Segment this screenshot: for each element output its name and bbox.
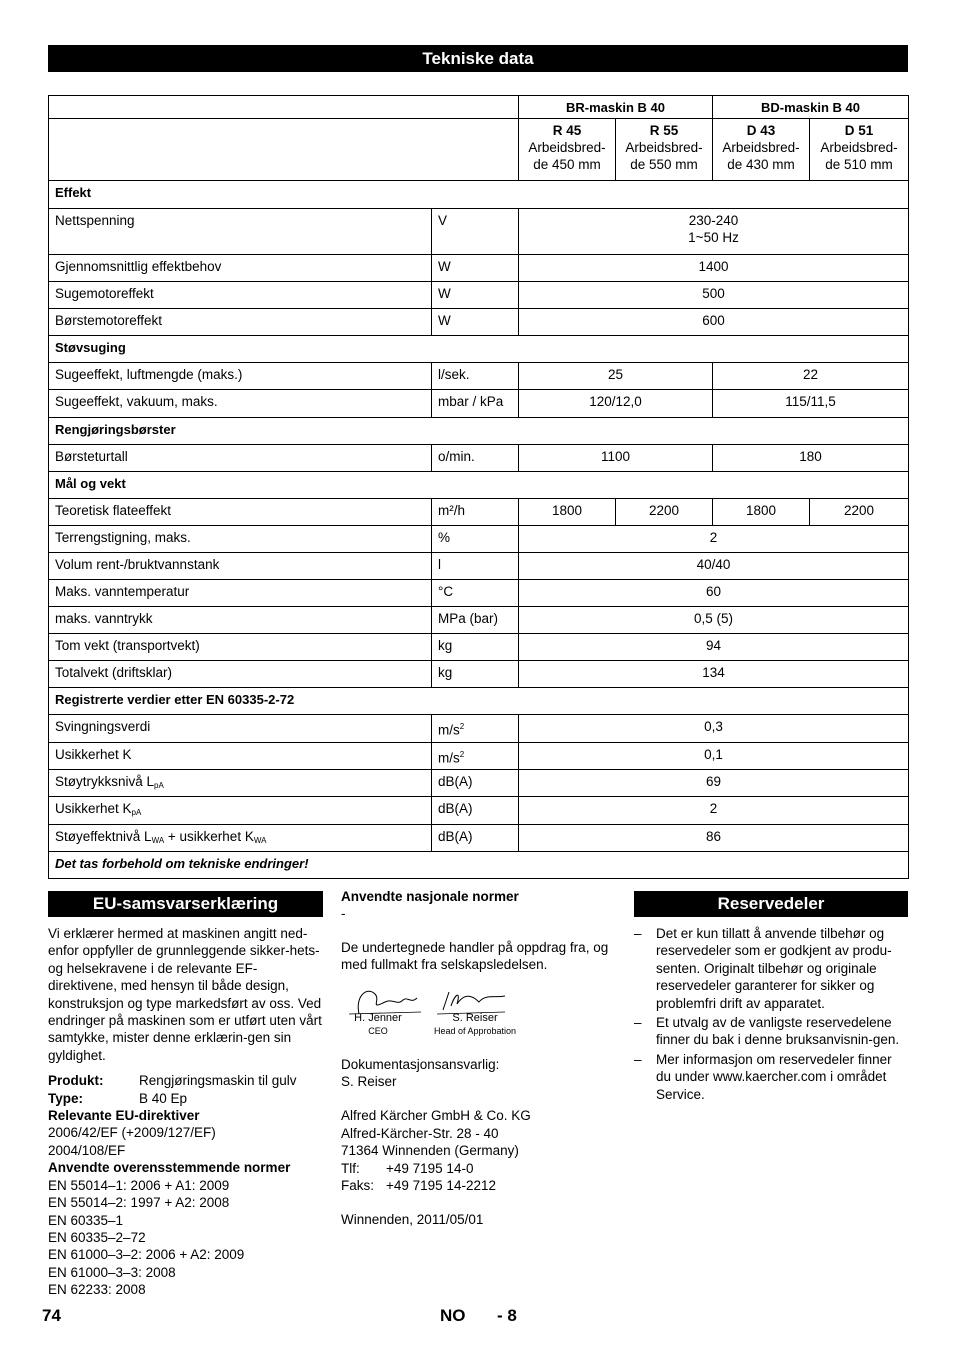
value-cell: 230-240 1~50 Hz bbox=[519, 209, 909, 255]
section-row: Støvsuging bbox=[49, 336, 909, 363]
section-row: Registrerte verdier etter EN 60335-2-72 bbox=[49, 688, 909, 715]
section-title-tekniske-data: Tekniske data bbox=[48, 45, 908, 72]
list-item: – Det er kun tillatt å anvende tilbehør og reservedeler som er godkjent av produ-senten. Originalt tilbehør og originale reservedeler garanterer for sikker og problemfri drift av apparatet. bbox=[634, 925, 908, 1012]
undertegnede-text: De undertegnede handler på oppdrag fra, og med fullmakt fra selskapsledelsen. bbox=[341, 939, 609, 973]
section-page-number: - 8 bbox=[497, 1306, 517, 1325]
list-item: 2004/108/EF bbox=[48, 1142, 126, 1158]
page-number: 74 bbox=[42, 1306, 61, 1325]
table-row bbox=[49, 119, 909, 181]
table-row: Sugemotoreffekt W 500 bbox=[49, 282, 909, 309]
signatures bbox=[341, 984, 616, 1054]
signatory-jenner: H. Jenner CEO bbox=[354, 1011, 402, 1036]
table-row: Børstemotoreffekt W 600 bbox=[49, 309, 909, 336]
nasjonale-value: - bbox=[341, 906, 346, 922]
reservedeler-list bbox=[634, 925, 908, 1103]
list-item: – Mer informasjon om reservedeler finner du under www.kaercher.com i området Service. bbox=[634, 1051, 908, 1103]
type-line: Type: B 40 Ep bbox=[48, 1090, 188, 1106]
dok-label: Dokumentasjonsansvarlig: bbox=[341, 1056, 500, 1072]
list-item: EN 55014–1: 2006 + A1: 2009 bbox=[48, 1177, 230, 1193]
table-row: Gjennomsnittlig effektbehov W 1400 bbox=[49, 255, 909, 282]
note-row: Det tas forbehold om tekniske endringer! bbox=[49, 852, 909, 879]
table-row: Støyeffektnivå $L_{WA}$ + usikkerhet $K_{WA}$ dB(A) 86 bbox=[49, 825, 909, 852]
table-row: Børsteturtall o/min. 1100 180 bbox=[49, 445, 909, 472]
signatory-reiser: S. Reiser Head of Approbation bbox=[433, 1011, 517, 1036]
list-item: EN 55014–2: 1997 + A2: 2008 bbox=[48, 1195, 230, 1211]
model-header-r55: R 55 Arbeidsbred- de 550 mm bbox=[616, 119, 713, 181]
table-row: Støytrykksnivå $L_{pA}$ dB(A) 69 bbox=[49, 770, 909, 797]
table-cell-empty bbox=[49, 119, 519, 181]
reservedeler-column bbox=[634, 888, 908, 1105]
eu-body-text: Vi erklærer hermed at maskinen angitt ned-enfor oppfyller de grunnleggende sikker-hets- og helsekravene i de relevante EF-direktivene, med hensyn til både design, konstruksjon og type markedsført av oss. Ved endringer på maskinen som er utført uten vårt samtykke, mister denne erklærin-gen sin gyldighet. bbox=[48, 926, 322, 1063]
table-row: Nettspenning V 230-240 1~50 Hz bbox=[49, 209, 909, 255]
table-row: Teoretisk flateeffekt m²/h 1800 2200 1800 2200 bbox=[49, 499, 909, 526]
model-header-r45: R 45 Arbeidsbred- de 450 mm bbox=[519, 119, 616, 181]
list-item: EN 61000–3–2: 2006 + A2: 2009 bbox=[48, 1247, 245, 1263]
direktiver-heading: Relevante EU-direktiver bbox=[48, 1108, 200, 1124]
group-header-br: BR-maskin B 40 bbox=[519, 96, 713, 119]
list-item: EN 60335–2–72 bbox=[48, 1229, 146, 1245]
model-header-d43: D 43 Arbeidsbred- de 430 mm bbox=[713, 119, 810, 181]
technical-data-table bbox=[48, 95, 909, 879]
list-item: 2006/42/EF (+2009/127/EF) bbox=[48, 1125, 216, 1141]
table-row: Sugeeffekt, luftmengde (maks.) l/sek. 25 22 bbox=[49, 363, 909, 390]
company-street: Alfred-Kärcher-Str. 28 - 40 bbox=[341, 1125, 499, 1141]
nasjonale-heading: Anvendte nasjonale normer bbox=[341, 889, 519, 904]
table-row: Volum rent-/bruktvannstank l 40/40 bbox=[49, 553, 909, 580]
table-row: Tom vekt (transportvekt) kg 94 bbox=[49, 634, 909, 661]
company-city: 71364 Winnenden (Germany) bbox=[341, 1143, 519, 1159]
place-date: Winnenden, 2011/05/01 bbox=[341, 1212, 484, 1228]
list-item: EN 60335–1 bbox=[48, 1212, 124, 1228]
section-row: Rengjøringsbørster bbox=[49, 418, 909, 445]
table-row: Maks. vanntemperatur °C 60 bbox=[49, 580, 909, 607]
group-header-bd: BD-maskin B 40 bbox=[713, 96, 909, 119]
table-row: Terrengstigning, maks. % 2 bbox=[49, 526, 909, 553]
produkt-line: Produkt: Rengjøringsmaskin til gulv bbox=[48, 1073, 297, 1089]
normer-heading: Anvendte overensstemmende normer bbox=[48, 1160, 291, 1176]
list-item: EN 62233: 2008 bbox=[48, 1282, 146, 1298]
model-header-d51: D 51 Arbeidsbred- de 510 mm bbox=[810, 119, 909, 181]
section-title-reservedeler: Reservedeler bbox=[634, 891, 908, 917]
language-code: NO bbox=[440, 1306, 466, 1325]
section-row: Mål og vekt bbox=[49, 472, 909, 499]
eu-declaration-column bbox=[48, 888, 323, 1299]
table-row: Sugeeffekt, vakuum, maks. mbar / kPa 120/12,0 115/11,5 bbox=[49, 390, 909, 418]
list-item: – Et utvalg av de vanligste reservedelene finner du bak i denne bruksanvisnin-gen. bbox=[634, 1014, 908, 1049]
table-row: Usikkerhet K $m/s^2$ 0,1 bbox=[49, 743, 909, 770]
section-title-eu: EU-samsvarserklæring bbox=[48, 891, 323, 917]
company-phone: Tlf: +49 7195 14-0 bbox=[341, 1160, 474, 1176]
signature-column bbox=[341, 888, 616, 1229]
table-cell-empty bbox=[49, 96, 519, 119]
table-row: Totalvekt (driftsklar) kg 134 bbox=[49, 661, 909, 688]
section-row: Effekt bbox=[49, 181, 909, 209]
table-row: maks. vanntrykk MPa (bar) 0,5 (5) bbox=[49, 607, 909, 634]
table-row: Usikkerhet $K_{pA}$ dB(A) 2 bbox=[49, 797, 909, 825]
dok-name: S. Reiser bbox=[341, 1074, 397, 1090]
company-fax: Faks: +49 7195 14-2212 bbox=[341, 1178, 496, 1194]
company-name: Alfred Kärcher GmbH & Co. KG bbox=[341, 1108, 531, 1124]
table-row: Svingningsverdi $m/s^2$ 0,3 bbox=[49, 715, 909, 743]
list-item: EN 61000–3–3: 2008 bbox=[48, 1264, 176, 1280]
table-row bbox=[49, 96, 909, 119]
